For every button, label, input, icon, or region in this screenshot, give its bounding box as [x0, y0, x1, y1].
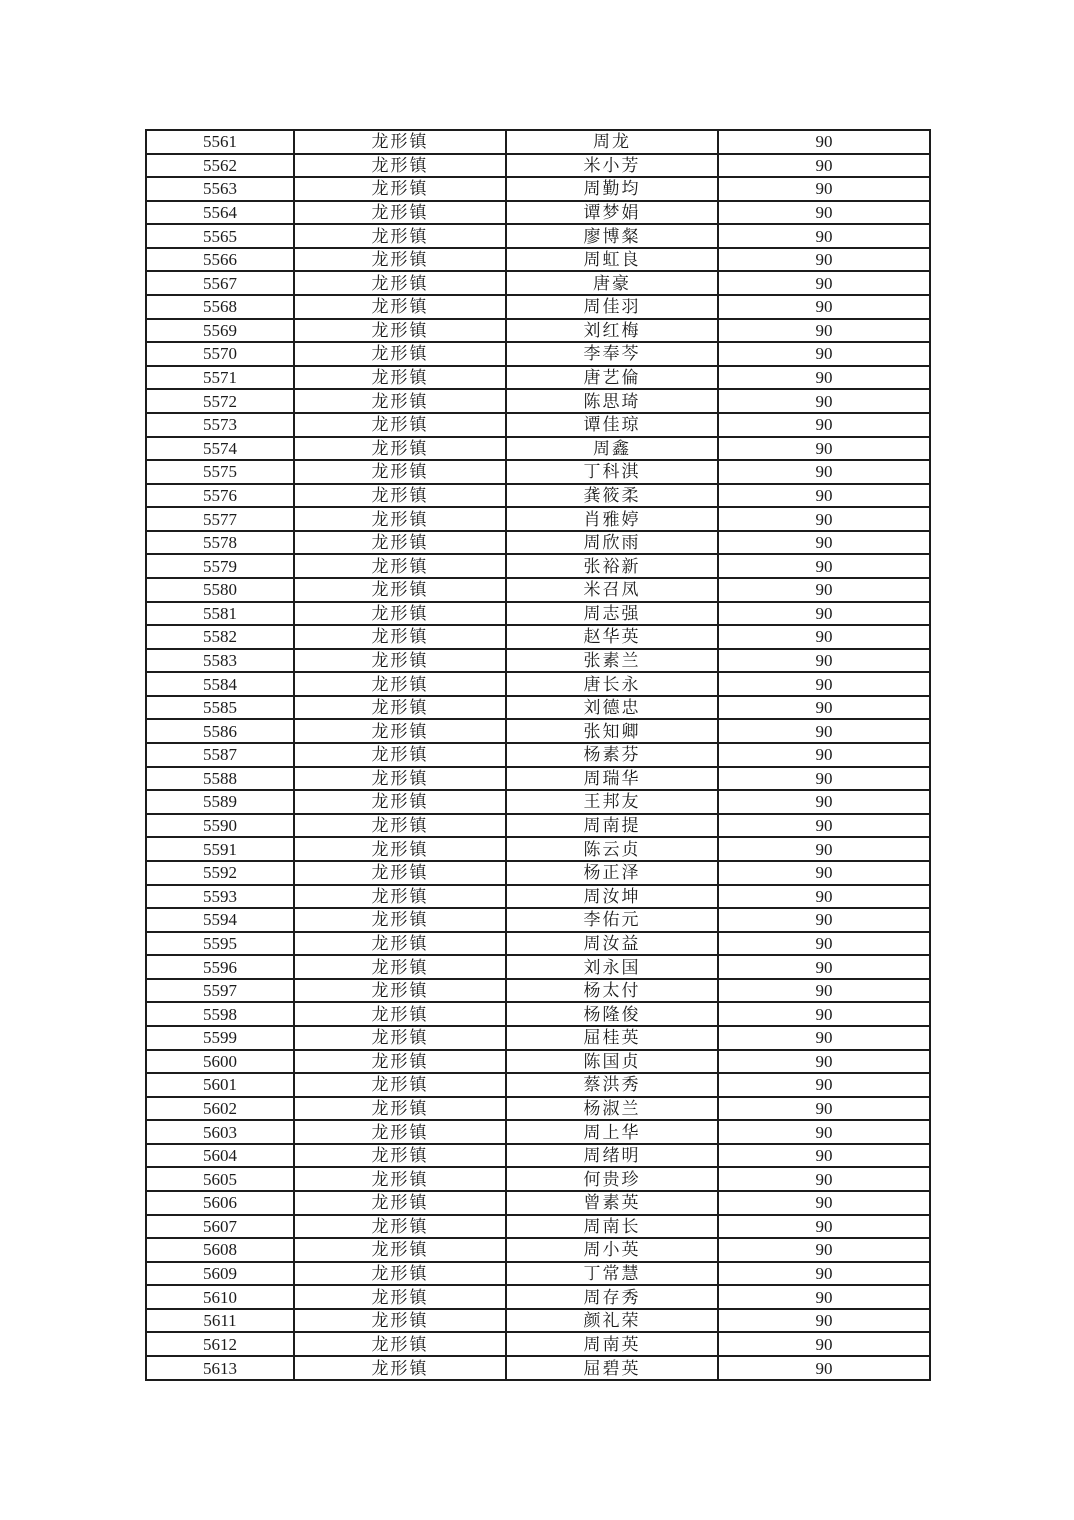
name-cell: 蔡洪秀: [506, 1073, 718, 1097]
score-cell: 90: [718, 861, 930, 885]
score-cell: 90: [718, 389, 930, 413]
town-cell: 龙形镇: [294, 1144, 506, 1168]
town-cell: 龙形镇: [294, 531, 506, 555]
score-cell: 90: [718, 1215, 930, 1239]
town-cell: 龙形镇: [294, 672, 506, 696]
name-cell: 周龙: [506, 130, 718, 154]
serial-cell: 5605: [146, 1167, 294, 1191]
score-cell: 90: [718, 649, 930, 673]
table-row: [146, 602, 930, 626]
serial-cell: 5572: [146, 389, 294, 413]
serial-cell: 5586: [146, 719, 294, 743]
town-cell: 龙形镇: [294, 1050, 506, 1074]
table-row: [146, 248, 930, 272]
name-cell: 肖雅婷: [506, 507, 718, 531]
serial-cell: 5584: [146, 672, 294, 696]
score-cell: 90: [718, 790, 930, 814]
table-row: [146, 672, 930, 696]
name-cell: 李奉芩: [506, 342, 718, 366]
serial-cell: 5587: [146, 743, 294, 767]
town-cell: 龙形镇: [294, 389, 506, 413]
serial-cell: 5600: [146, 1050, 294, 1074]
score-cell: 90: [718, 130, 930, 154]
name-cell: 周上华: [506, 1120, 718, 1144]
table-row: [146, 531, 930, 555]
serial-cell: 5604: [146, 1144, 294, 1168]
score-cell: 90: [718, 1309, 930, 1333]
serial-cell: 5564: [146, 201, 294, 225]
table-row: [146, 554, 930, 578]
table-row: [146, 885, 930, 909]
town-cell: 龙形镇: [294, 955, 506, 979]
serial-cell: 5603: [146, 1120, 294, 1144]
town-cell: 龙形镇: [294, 1309, 506, 1333]
town-cell: 龙形镇: [294, 177, 506, 201]
table-row: [146, 861, 930, 885]
town-cell: 龙形镇: [294, 790, 506, 814]
name-cell: 周南长: [506, 1215, 718, 1239]
table-row: [146, 177, 930, 201]
serial-cell: 5598: [146, 1002, 294, 1026]
town-cell: 龙形镇: [294, 413, 506, 437]
score-cell: 90: [718, 979, 930, 1003]
table-row: [146, 1097, 930, 1121]
town-cell: 龙形镇: [294, 1097, 506, 1121]
score-cell: 90: [718, 1050, 930, 1074]
score-table: [145, 129, 931, 1381]
score-cell: 90: [718, 1026, 930, 1050]
town-cell: 龙形镇: [294, 1167, 506, 1191]
name-cell: 唐长永: [506, 672, 718, 696]
serial-cell: 5580: [146, 578, 294, 602]
serial-cell: 5562: [146, 154, 294, 178]
table-row: [146, 1285, 930, 1309]
serial-cell: 5583: [146, 649, 294, 673]
score-cell: 90: [718, 554, 930, 578]
score-cell: 90: [718, 177, 930, 201]
serial-cell: 5561: [146, 130, 294, 154]
score-cell: 90: [718, 602, 930, 626]
serial-cell: 5612: [146, 1332, 294, 1356]
serial-cell: 5581: [146, 602, 294, 626]
name-cell: 杨淑兰: [506, 1097, 718, 1121]
town-cell: 龙形镇: [294, 814, 506, 838]
town-cell: 龙形镇: [294, 248, 506, 272]
serial-cell: 5568: [146, 295, 294, 319]
name-cell: 张裕新: [506, 554, 718, 578]
score-cell: 90: [718, 672, 930, 696]
name-cell: 刘红梅: [506, 319, 718, 343]
score-cell: 90: [718, 271, 930, 295]
name-cell: 赵华英: [506, 625, 718, 649]
serial-cell: 5565: [146, 224, 294, 248]
town-cell: 龙形镇: [294, 1332, 506, 1356]
town-cell: 龙形镇: [294, 719, 506, 743]
town-cell: 龙形镇: [294, 271, 506, 295]
table-row: [146, 1073, 930, 1097]
serial-cell: 5588: [146, 767, 294, 791]
score-cell: 90: [718, 814, 930, 838]
name-cell: 周汝益: [506, 932, 718, 956]
table-row: [146, 908, 930, 932]
table-row: [146, 578, 930, 602]
score-cell: 90: [718, 1191, 930, 1215]
score-cell: 90: [718, 1144, 930, 1168]
name-cell: 陈思琦: [506, 389, 718, 413]
score-cell: 90: [718, 1002, 930, 1026]
score-cell: 90: [718, 1356, 930, 1380]
name-cell: 唐豪: [506, 271, 718, 295]
serial-cell: 5594: [146, 908, 294, 932]
serial-cell: 5597: [146, 979, 294, 1003]
serial-cell: 5585: [146, 696, 294, 720]
town-cell: 龙形镇: [294, 1120, 506, 1144]
score-cell: 90: [718, 955, 930, 979]
name-cell: 颜礼荣: [506, 1309, 718, 1333]
serial-cell: 5602: [146, 1097, 294, 1121]
table-row: [146, 460, 930, 484]
serial-cell: 5592: [146, 861, 294, 885]
score-cell: 90: [718, 1097, 930, 1121]
name-cell: 刘永国: [506, 955, 718, 979]
serial-cell: 5563: [146, 177, 294, 201]
serial-cell: 5582: [146, 625, 294, 649]
score-cell: 90: [718, 837, 930, 861]
score-cell: 90: [718, 885, 930, 909]
score-cell: 90: [718, 1332, 930, 1356]
table-row: [146, 130, 930, 154]
name-cell: 杨隆俊: [506, 1002, 718, 1026]
score-cell: 90: [718, 625, 930, 649]
table-row: [146, 625, 930, 649]
name-cell: 周虹良: [506, 248, 718, 272]
score-cell: 90: [718, 507, 930, 531]
name-cell: 周小英: [506, 1238, 718, 1262]
town-cell: 龙形镇: [294, 837, 506, 861]
table-row: [146, 1144, 930, 1168]
serial-cell: 5569: [146, 319, 294, 343]
town-cell: 龙形镇: [294, 767, 506, 791]
town-cell: 龙形镇: [294, 507, 506, 531]
score-cell: 90: [718, 342, 930, 366]
name-cell: 杨素芬: [506, 743, 718, 767]
name-cell: 米召凤: [506, 578, 718, 602]
town-cell: 龙形镇: [294, 602, 506, 626]
name-cell: 陈云贞: [506, 837, 718, 861]
name-cell: 周欣雨: [506, 531, 718, 555]
score-cell: 90: [718, 295, 930, 319]
score-cell: 90: [718, 413, 930, 437]
name-cell: 周瑞华: [506, 767, 718, 791]
town-cell: 龙形镇: [294, 554, 506, 578]
serial-cell: 5574: [146, 437, 294, 461]
town-cell: 龙形镇: [294, 649, 506, 673]
score-cell: 90: [718, 531, 930, 555]
table-row: [146, 743, 930, 767]
town-cell: 龙形镇: [294, 366, 506, 390]
table-row: [146, 154, 930, 178]
table-row: [146, 767, 930, 791]
serial-cell: 5591: [146, 837, 294, 861]
town-cell: 龙形镇: [294, 484, 506, 508]
score-cell: 90: [718, 1285, 930, 1309]
table-row: [146, 1332, 930, 1356]
score-table-body: [146, 130, 930, 1380]
score-cell: 90: [718, 319, 930, 343]
table-row: [146, 719, 930, 743]
town-cell: 龙形镇: [294, 130, 506, 154]
town-cell: 龙形镇: [294, 932, 506, 956]
table-row: [146, 696, 930, 720]
score-cell: 90: [718, 908, 930, 932]
score-cell: 90: [718, 719, 930, 743]
town-cell: 龙形镇: [294, 625, 506, 649]
table-row: [146, 201, 930, 225]
serial-cell: 5607: [146, 1215, 294, 1239]
table-row: [146, 1262, 930, 1286]
serial-cell: 5595: [146, 932, 294, 956]
name-cell: 龚筱柔: [506, 484, 718, 508]
score-cell: 90: [718, 767, 930, 791]
town-cell: 龙形镇: [294, 154, 506, 178]
town-cell: 龙形镇: [294, 1002, 506, 1026]
serial-cell: 5575: [146, 460, 294, 484]
serial-cell: 5610: [146, 1285, 294, 1309]
score-cell: 90: [718, 201, 930, 225]
score-cell: 90: [718, 743, 930, 767]
town-cell: 龙形镇: [294, 1073, 506, 1097]
table-row: [146, 979, 930, 1003]
score-cell: 90: [718, 224, 930, 248]
serial-cell: 5573: [146, 413, 294, 437]
name-cell: 屈桂英: [506, 1026, 718, 1050]
town-cell: 龙形镇: [294, 224, 506, 248]
name-cell: 周南提: [506, 814, 718, 838]
name-cell: 何贵珍: [506, 1167, 718, 1191]
score-cell: 90: [718, 154, 930, 178]
table-row: [146, 932, 930, 956]
table-row: [146, 413, 930, 437]
table-row: [146, 484, 930, 508]
name-cell: 唐艺倫: [506, 366, 718, 390]
name-cell: 杨正泽: [506, 861, 718, 885]
town-cell: 龙形镇: [294, 1356, 506, 1380]
town-cell: 龙形镇: [294, 460, 506, 484]
table-row: [146, 271, 930, 295]
table-row: [146, 389, 930, 413]
score-cell: 90: [718, 1238, 930, 1262]
name-cell: 周南英: [506, 1332, 718, 1356]
name-cell: 张素兰: [506, 649, 718, 673]
town-cell: 龙形镇: [294, 861, 506, 885]
serial-cell: 5606: [146, 1191, 294, 1215]
table-row: [146, 437, 930, 461]
town-cell: 龙形镇: [294, 1238, 506, 1262]
table-row: [146, 790, 930, 814]
score-cell: 90: [718, 1262, 930, 1286]
serial-cell: 5589: [146, 790, 294, 814]
name-cell: 周佳羽: [506, 295, 718, 319]
score-cell: 90: [718, 1073, 930, 1097]
score-cell: 90: [718, 932, 930, 956]
serial-cell: 5579: [146, 554, 294, 578]
table-row: [146, 1191, 930, 1215]
table-row: [146, 1120, 930, 1144]
name-cell: 廖博粲: [506, 224, 718, 248]
name-cell: 刘德忠: [506, 696, 718, 720]
name-cell: 屈碧英: [506, 1356, 718, 1380]
table-row: [146, 1002, 930, 1026]
name-cell: 周鑫: [506, 437, 718, 461]
name-cell: 王邦友: [506, 790, 718, 814]
town-cell: 龙形镇: [294, 696, 506, 720]
table-row: [146, 814, 930, 838]
serial-cell: 5608: [146, 1238, 294, 1262]
name-cell: 杨太付: [506, 979, 718, 1003]
table-row: [146, 224, 930, 248]
serial-cell: 5596: [146, 955, 294, 979]
serial-cell: 5576: [146, 484, 294, 508]
name-cell: 米小芳: [506, 154, 718, 178]
name-cell: 周志强: [506, 602, 718, 626]
town-cell: 龙形镇: [294, 437, 506, 461]
serial-cell: 5578: [146, 531, 294, 555]
serial-cell: 5567: [146, 271, 294, 295]
town-cell: 龙形镇: [294, 979, 506, 1003]
score-cell: 90: [718, 1120, 930, 1144]
table-row: [146, 342, 930, 366]
town-cell: 龙形镇: [294, 743, 506, 767]
town-cell: 龙形镇: [294, 201, 506, 225]
table-row: [146, 295, 930, 319]
serial-cell: 5566: [146, 248, 294, 272]
table-row: [146, 1050, 930, 1074]
name-cell: 丁常慧: [506, 1262, 718, 1286]
town-cell: 龙形镇: [294, 885, 506, 909]
town-cell: 龙形镇: [294, 578, 506, 602]
table-row: [146, 1215, 930, 1239]
serial-cell: 5577: [146, 507, 294, 531]
serial-cell: 5570: [146, 342, 294, 366]
name-cell: 张知卿: [506, 719, 718, 743]
table-row: [146, 1238, 930, 1262]
name-cell: 陈国贞: [506, 1050, 718, 1074]
serial-cell: 5611: [146, 1309, 294, 1333]
name-cell: 周汝坤: [506, 885, 718, 909]
score-cell: 90: [718, 460, 930, 484]
table-row: [146, 1167, 930, 1191]
town-cell: 龙形镇: [294, 1026, 506, 1050]
town-cell: 龙形镇: [294, 342, 506, 366]
name-cell: 周存秀: [506, 1285, 718, 1309]
serial-cell: 5609: [146, 1262, 294, 1286]
table-row: [146, 1309, 930, 1333]
table-row: [146, 507, 930, 531]
serial-cell: 5601: [146, 1073, 294, 1097]
table-row: [146, 1026, 930, 1050]
table-row: [146, 319, 930, 343]
table-row: [146, 366, 930, 390]
name-cell: 周勤均: [506, 177, 718, 201]
serial-cell: 5571: [146, 366, 294, 390]
name-cell: 丁科淇: [506, 460, 718, 484]
table-row: [146, 837, 930, 861]
serial-cell: 5613: [146, 1356, 294, 1380]
name-cell: 曾素英: [506, 1191, 718, 1215]
serial-cell: 5590: [146, 814, 294, 838]
score-cell: 90: [718, 696, 930, 720]
score-cell: 90: [718, 366, 930, 390]
table-row: [146, 649, 930, 673]
town-cell: 龙形镇: [294, 1215, 506, 1239]
town-cell: 龙形镇: [294, 908, 506, 932]
town-cell: 龙形镇: [294, 1285, 506, 1309]
town-cell: 龙形镇: [294, 319, 506, 343]
town-cell: 龙形镇: [294, 1262, 506, 1286]
name-cell: 谭佳琼: [506, 413, 718, 437]
name-cell: 李佑元: [506, 908, 718, 932]
town-cell: 龙形镇: [294, 1191, 506, 1215]
table-row: [146, 955, 930, 979]
name-cell: 周绪明: [506, 1144, 718, 1168]
score-cell: 90: [718, 578, 930, 602]
score-cell: 90: [718, 437, 930, 461]
serial-cell: 5593: [146, 885, 294, 909]
score-cell: 90: [718, 248, 930, 272]
serial-cell: 5599: [146, 1026, 294, 1050]
score-cell: 90: [718, 1167, 930, 1191]
town-cell: 龙形镇: [294, 295, 506, 319]
name-cell: 谭梦娟: [506, 201, 718, 225]
table-row: [146, 1356, 930, 1380]
score-cell: 90: [718, 484, 930, 508]
